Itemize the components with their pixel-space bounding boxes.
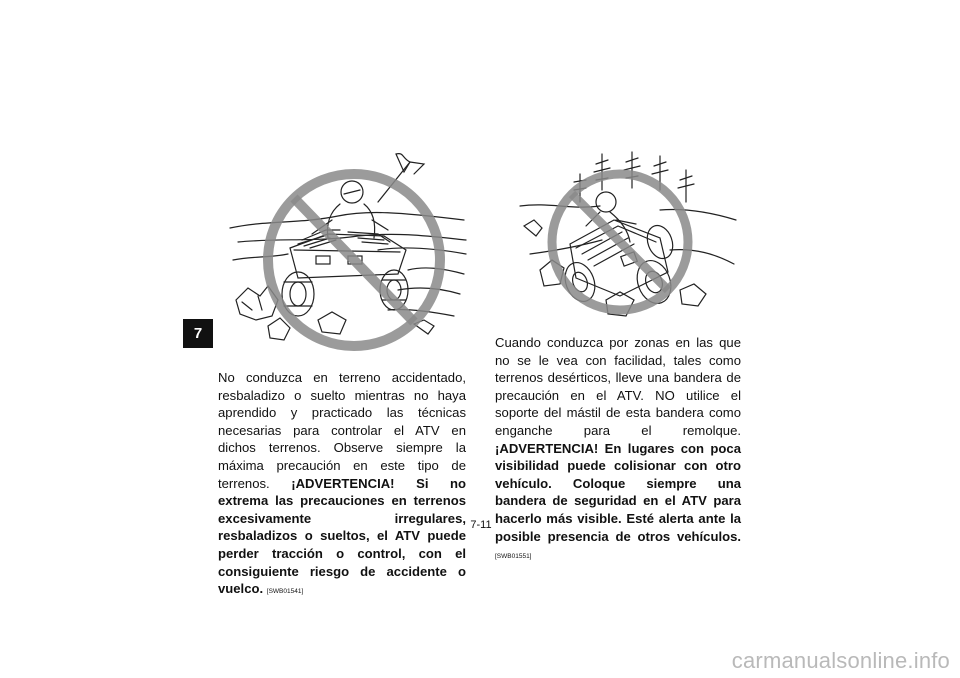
right-column-text bbox=[495, 334, 741, 566]
right-paragraph: Cuando conduzca por zonas en las que no se le vea con facilidad, tales como terrenos desérticos, lleve una bandera de precaución en el ATV. NO utilice el soporte del mástil de esta bandera como enganche para el remolque. bbox=[495, 335, 741, 438]
left-warning: ¡ADVERTENCIA! Si no extrema las precauciones en terrenos excesivamente irregulares, resbaladizos o sueltos, el ATV puede perder tracción o control, con el consiguiente riesgo de accidente o vuelco. bbox=[218, 475, 467, 597]
left-paragraph: No conduzca en terreno accidentado, resbaladizo o suelto mientras no haya aprendido y practicado las técnicas necesarias para controlar el ATV en dichos terrenos. Observe siempre la máxima precaución en este tipo de terrenos. bbox=[218, 370, 466, 491]
left-column-text bbox=[218, 369, 466, 601]
chapter-tab: 7 bbox=[183, 319, 213, 348]
right-warning: ¡ADVERTENCIA! En lugares con poca visibilidad puede colisionar con otro vehículo. Coloque siempre una bandera de seguridad en el ATV para hacerlo más visible. Esté alerta ante la posible presencia de otros vehículos. bbox=[495, 440, 741, 544]
watermark: carmanualsonline.info bbox=[731, 648, 950, 673]
right-warning-code: [SWB01551] bbox=[495, 553, 532, 561]
atv-steep-terrain-prohibited-icon bbox=[510, 150, 742, 330]
page-number: 7-11 bbox=[470, 519, 492, 531]
left-warning-code: [SWB01541] bbox=[266, 588, 304, 596]
atv-rough-terrain-prohibited-icon bbox=[228, 150, 468, 360]
